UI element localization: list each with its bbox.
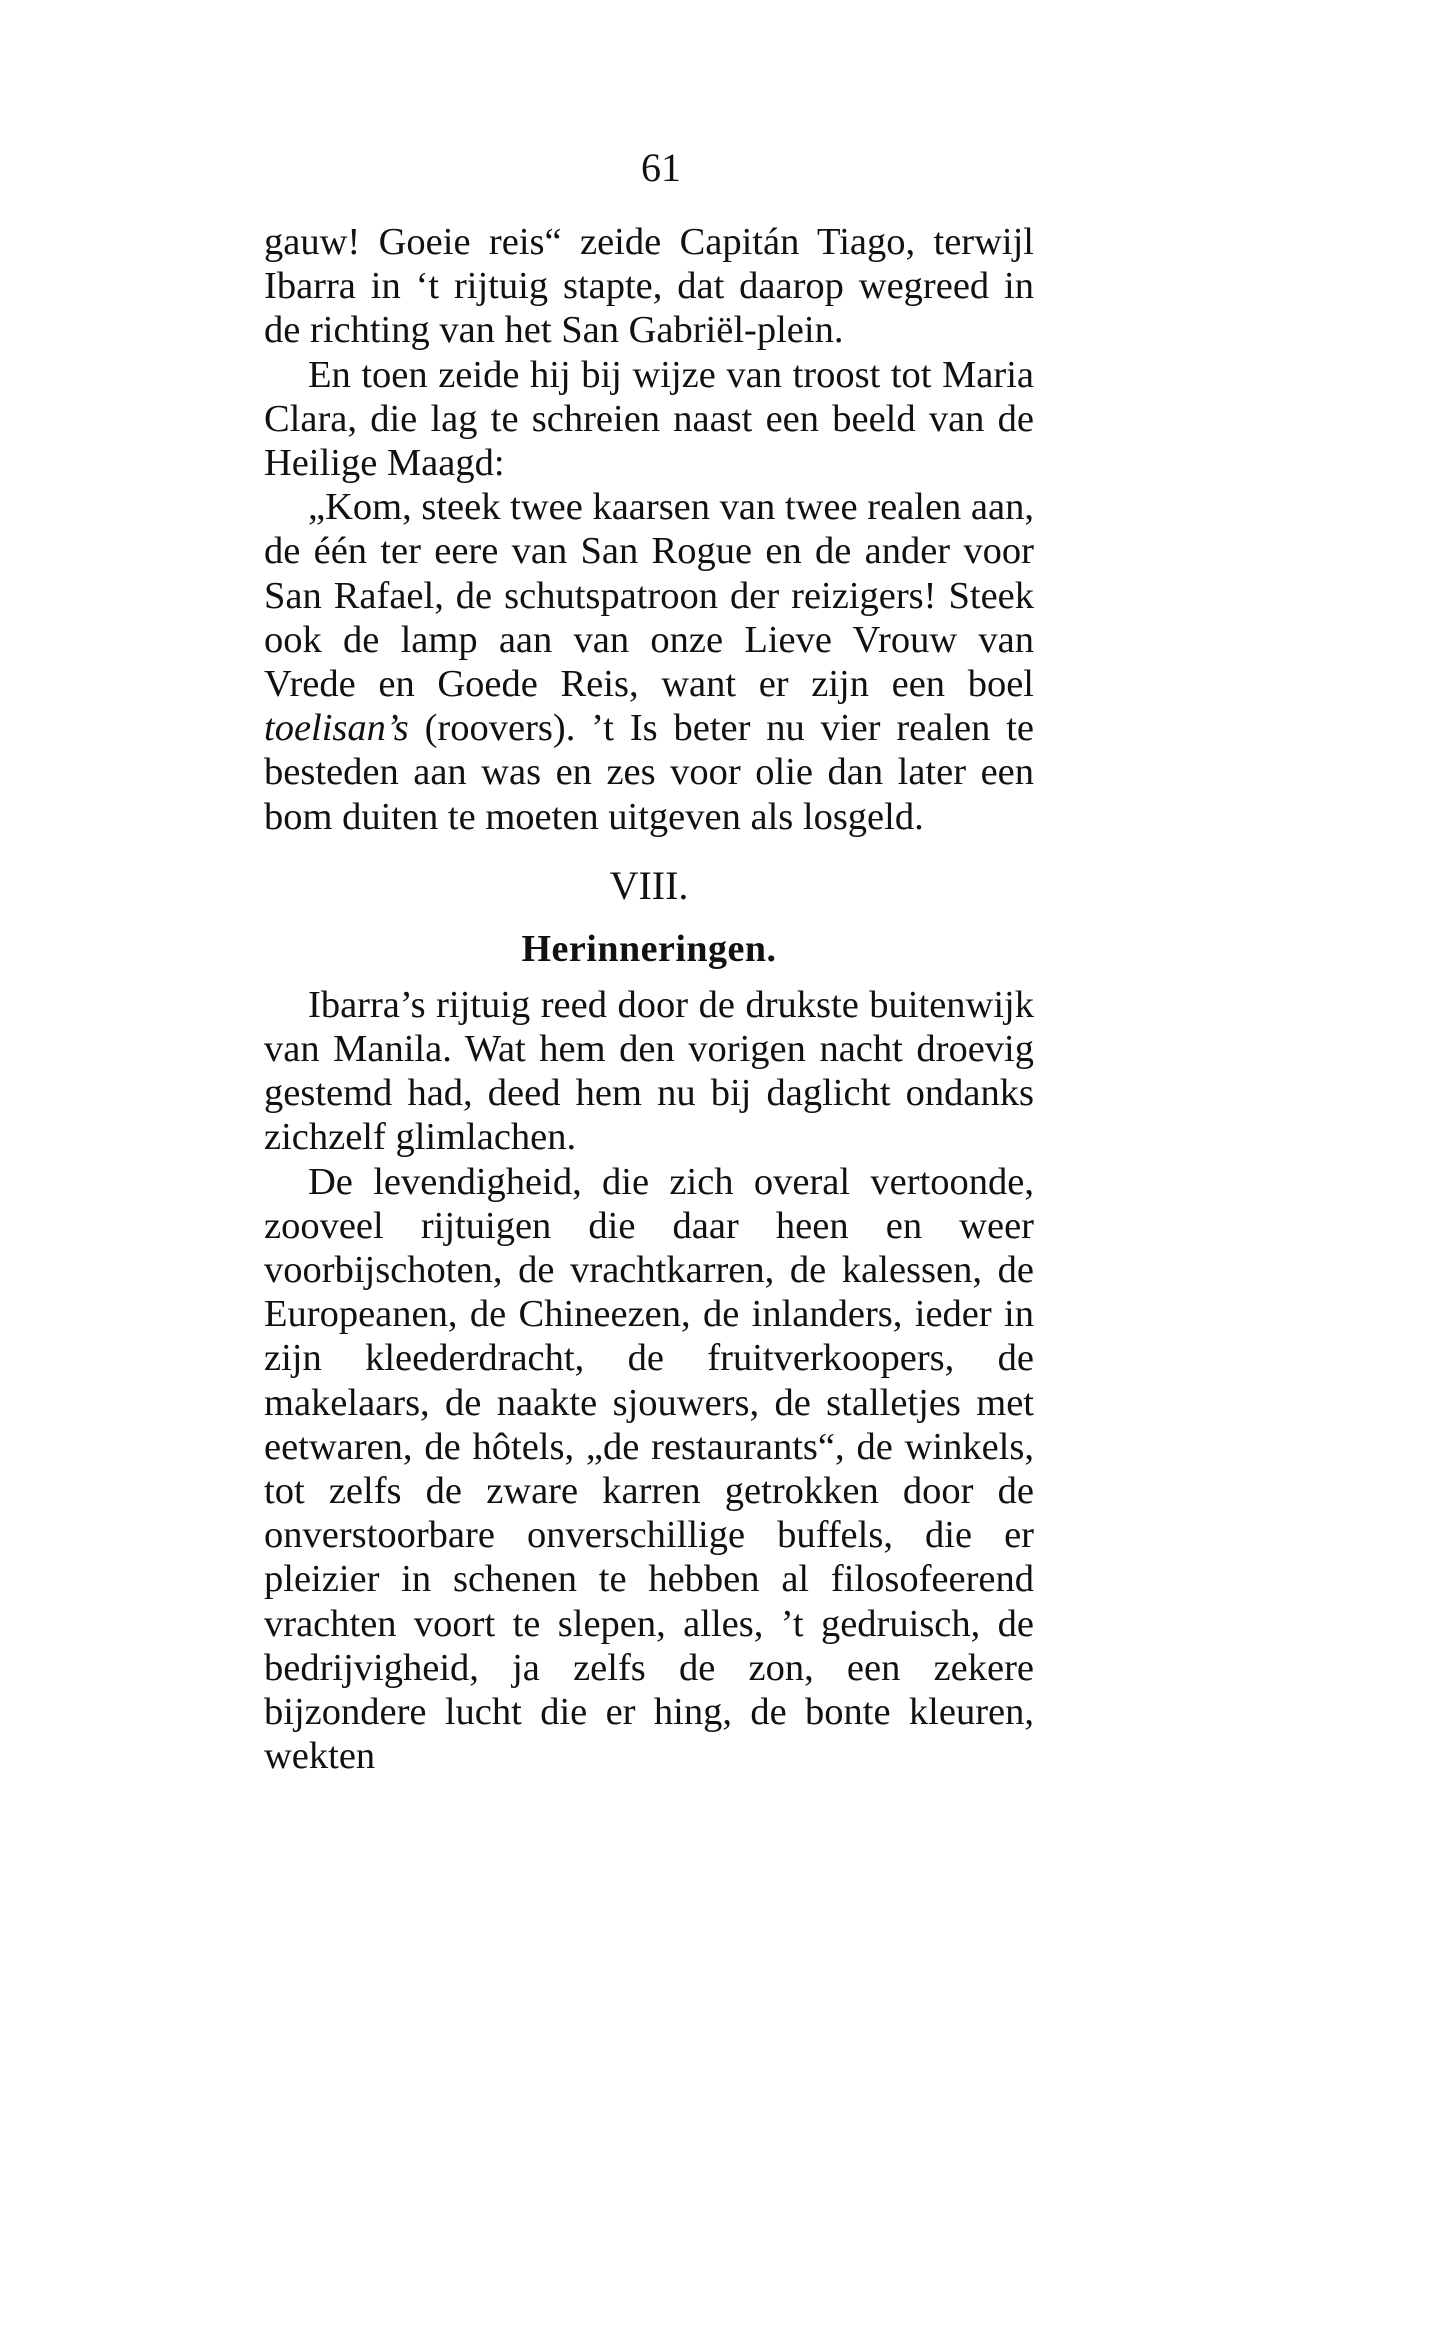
paragraph-ride-through-manila: Ibarra’s rijtuig reed door de drukste buitenwijk van Manila. Wat hem den vorigen nacht droevig gestemd had, deed hem nu bij daglicht ondanks zichzelf glimlachen. (264, 983, 1034, 1159)
paragraph-consolation: En toen zeide hij bij wijze van troost tot Maria Clara, die lag te schreien naast een beeld van de Heilige Maagd: (264, 353, 1034, 485)
paragraph-departure: gauw! Goeie reis“ zeide Capitán Tiago, terwijl Ibarra in ‘t rijtuig stapte, dat daarop wegreed in de richting van het San Gabriël-plein. (264, 221, 1034, 352)
paragraph-candles-quote (264, 485, 1034, 839)
italic-term-toelisans: toelisan’s (264, 707, 409, 750)
paragraph-street-life: De levendigheid, die zich overal vertoonde, zooveel rijtuigen die daar heen en weer voorbijschoten, de vrachtkarren, de kalessen, de Europeanen, de Chineezen, de inlanders, ieder in zijn kleederdracht, de fruitverkoopers, de makelaars, de naakte sjouwers, de stalletjes met eetwaren, de hôtels, „de restaurants“, de winkels, tot zelfs de zware karren getrokken door de onverstoorbare onverschillige buffels, die er pleizier in schenen te hebben al filosofeerend vrachten voort te slepen, alles, ’t gedruisch, de bedrijvigheid, ja zelfs de zon, een zekere bijzondere lucht die er hing, de bonte kleuren, wekten (264, 1160, 1034, 1778)
quote-text-end: (roovers). ’t Is beter nu vier realen te besteden aan was en zes voor olie dan later een bom duiten te moeten uitgeven als losgeld. (264, 707, 1034, 838)
quote-text-start: „Kom, steek twee kaarsen van twee realen aan, de één ter eere van San Rogue en de ander voor San Rafael, de schutspatroon der reizigers! Steek ook de lamp aan van onze Lieve Vrouw van Vrede en Goede Reis, want er zijn een boel (264, 486, 1034, 706)
book-page (264, 140, 1034, 1779)
chapter-title: Herinneringen. (521, 927, 777, 970)
chapter-number: VIII. (609, 862, 689, 908)
page-number: 61 (641, 145, 681, 190)
